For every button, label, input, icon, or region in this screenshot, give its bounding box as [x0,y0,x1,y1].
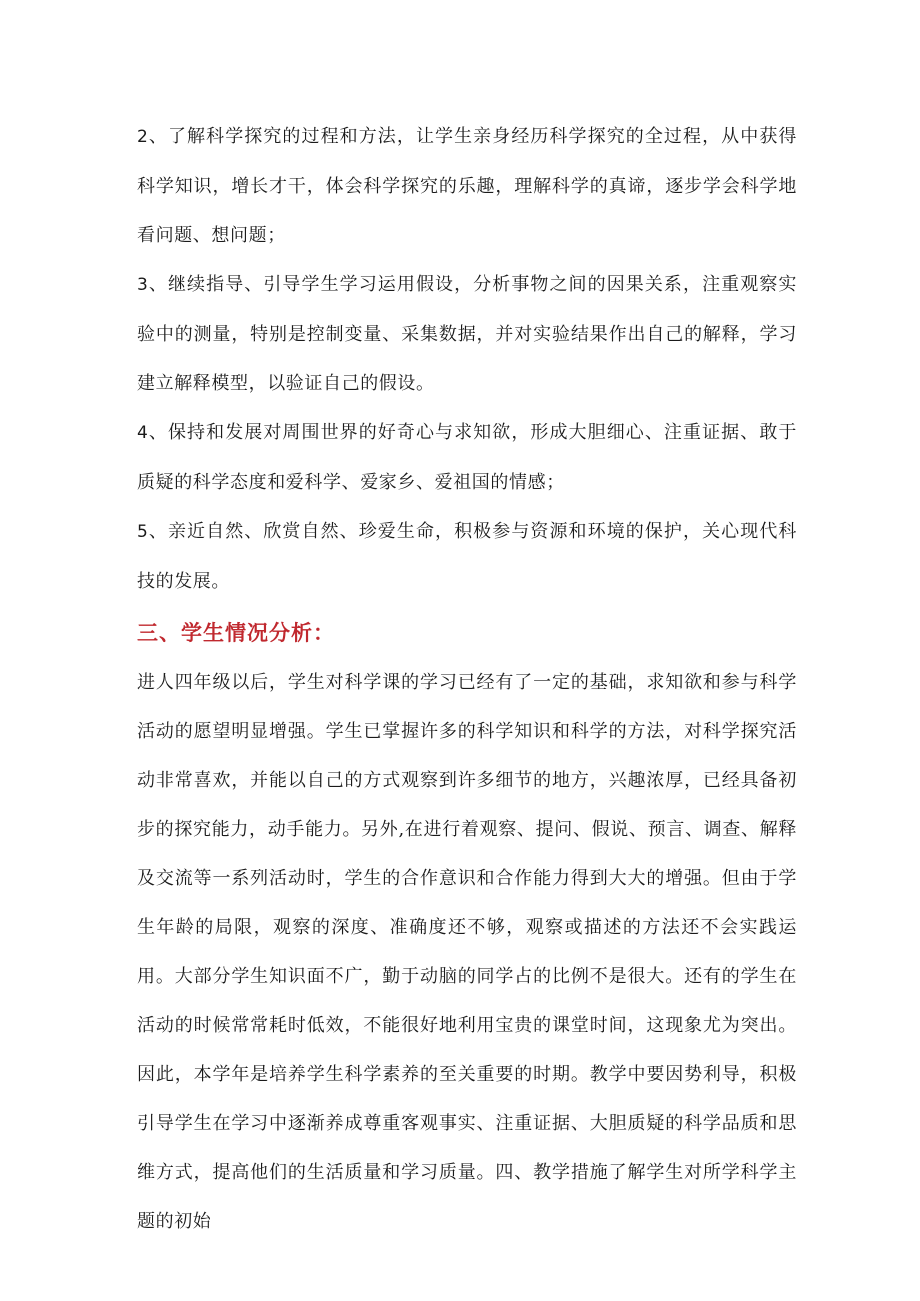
objective-text: 、亲近自然、欣赏自然、珍爱生命，积极参与资源和环境的保护，关心现代科技的发展。 [137,521,797,592]
objective-number: 4 [137,423,149,443]
objective-text: 、保持和发展对周围世界的好奇心与求知欲，形成大胆细心、注重证据、敢于质疑的科学态度和爱科学、爱家乡、爱祖国的情感； [137,422,797,493]
objective-number: 3 [137,275,149,295]
section-heading: 三、学生情况分析： [137,620,335,645]
objective-item-5 [137,507,797,606]
objective-item-4 [137,408,797,507]
objective-text: 、继续指导、引导学生学习运用假设，分析事物之间的因果关系，注重观察实验中的测量，特别是控制变量、采集数据，并对实验结果作出自己的解释，学习建立解释模型，以验证自己的假设。 [137,274,797,394]
document-page [137,112,797,1246]
student-analysis-paragraph: 进人四年级以后，学生对科学课的学习已经有了一定的基础，求知欲和参与科学活动的愿望明显增强。学生已掌握许多的科学知识和科学的方法，对科学探究活动非常喜欢，并能以自己的方式观察到许多细节的地方，兴趣浓厚，已经具备初步的探究能力，动手能力。另外,在进行着观察、提问、假说、预言、调查、解释及交流等一系列活动时，学生的合作意识和合作能力得到大大的增强。但由于学生年龄的局限，观察的深度、准确度还不够，观察或描述的方法还不会实践运用。大部分学生知识面不广，勤于动脑的同学占的比例不是很大。还有的学生在活动的时候常常耗时低效，不能很好地利用宝贵的课堂时间，这现象尤为突出。因此，本学年是培养学生科学素养的至关重要的时期。教学中要因势利导，积极引导学生在学习中逐渐养成尊重客观事实、注重证据、大胆质疑的科学品质和思维方式，提高他们的生活质量和学习质量。四、教学措施了解学生对所学科学主题的初始 [137,672,797,1232]
objective-item-2 [137,112,797,260]
objective-item-3 [137,260,797,408]
objective-number: 2 [137,127,149,147]
objective-number: 5 [137,522,149,542]
objective-text: 、了解科学探究的过程和方法，让学生亲身经历科学探究的全过程，从中获得科学知识，增长才干，体会科学探究的乐趣，理解科学的真谛，逐步学会科学地看问题、想问题； [137,126,797,246]
